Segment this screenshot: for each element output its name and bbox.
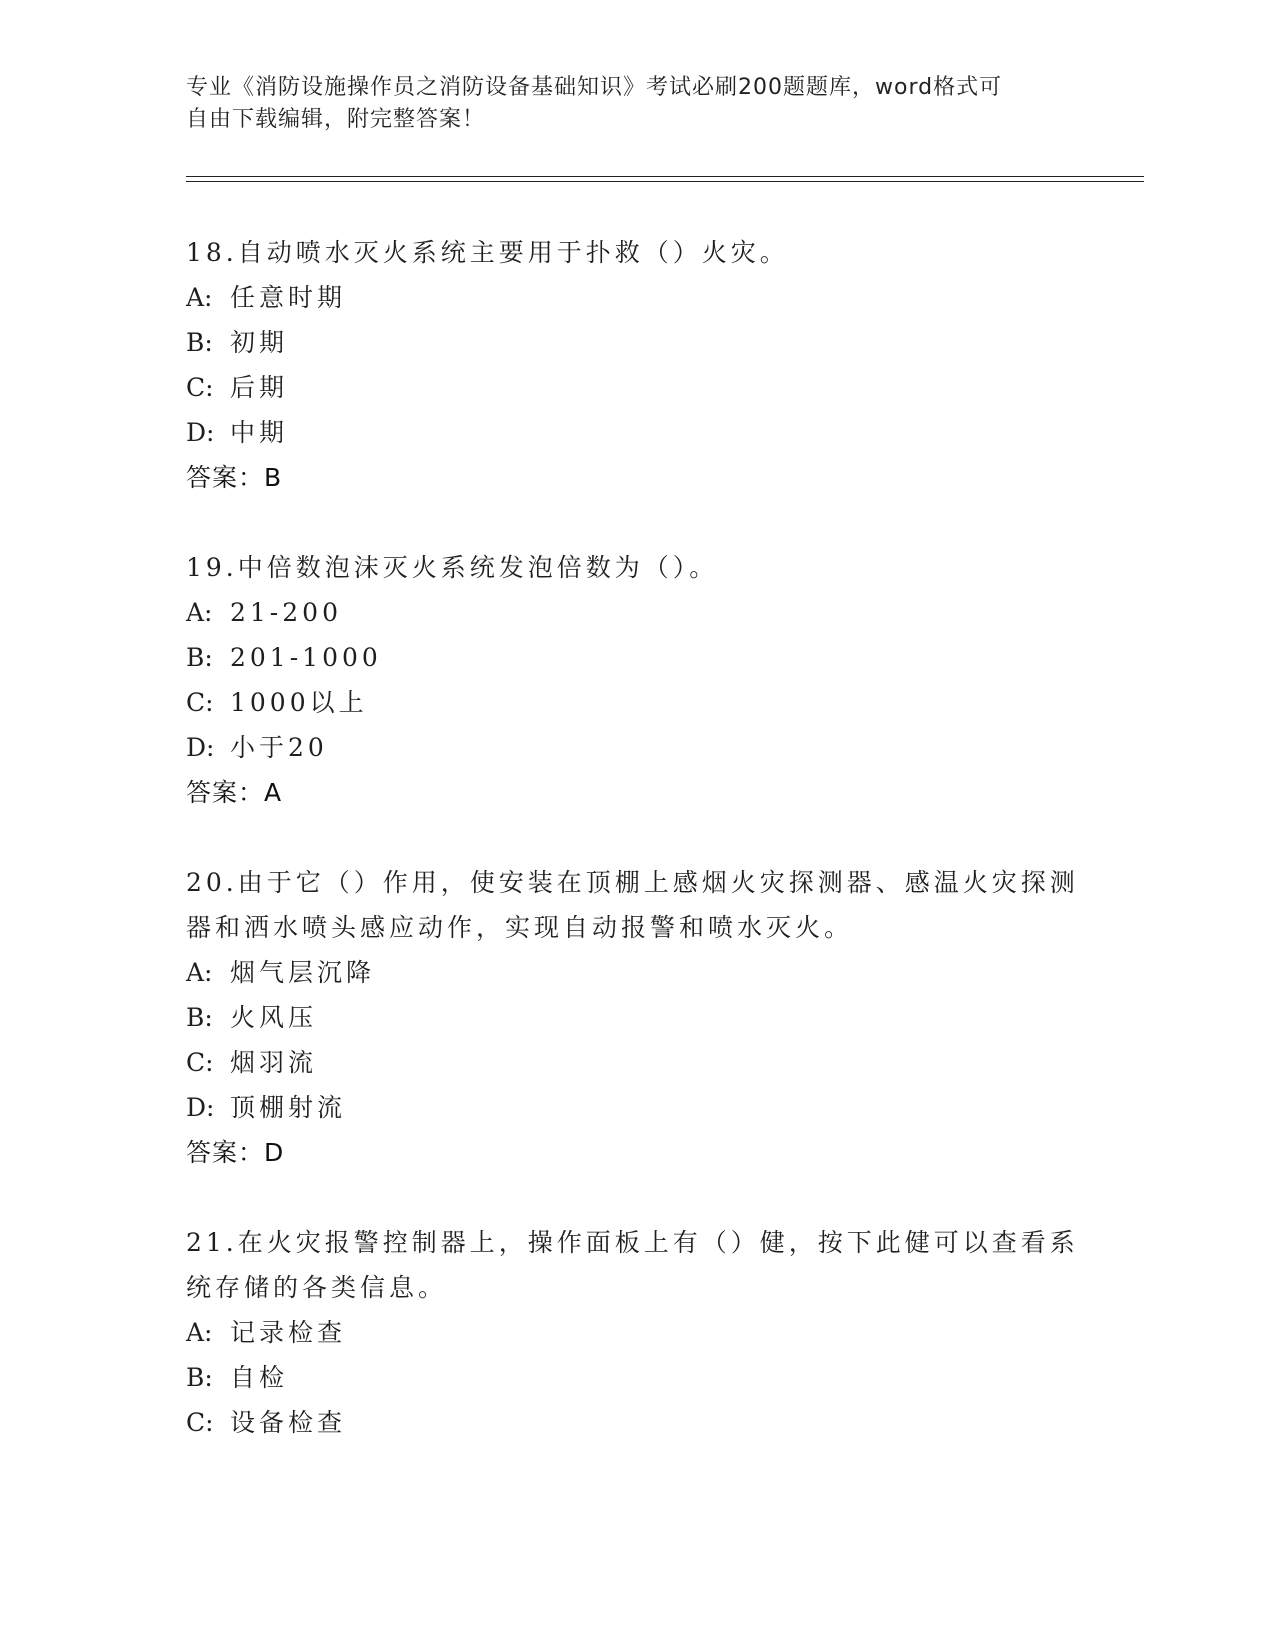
- option-c: [186, 365, 1086, 410]
- option-label: D:: [186, 1093, 215, 1122]
- option-c: [186, 1040, 1086, 1085]
- document-header: [186, 72, 1066, 136]
- option-text: 顶棚射流: [230, 1093, 347, 1122]
- option-d: [186, 725, 1086, 770]
- option-label: C:: [186, 1408, 214, 1437]
- option-label: A:: [186, 598, 213, 627]
- question-text: 19.中倍数泡沫灭火系统发泡倍数为（）。: [186, 553, 719, 582]
- answer: 答案：D: [186, 1138, 285, 1167]
- question-18: [186, 230, 1086, 500]
- question-text-line-1: 20.由于它（）作用，使安装在顶棚上感烟火灾探测器、感温火灾探测: [186, 868, 1079, 897]
- header-divider-bottom: [186, 181, 1144, 182]
- option-text: 后期: [230, 373, 289, 402]
- option-b: [186, 995, 1086, 1040]
- answer: 答案：A: [186, 778, 283, 807]
- question-19: [186, 545, 1086, 815]
- question-text-line-2: 器和洒水喷头感应动作，实现自动报警和喷水灭火。: [186, 913, 854, 942]
- option-label: B:: [186, 1363, 213, 1392]
- option-d: [186, 410, 1086, 455]
- option-label: B:: [186, 1003, 213, 1032]
- header-line-2: 自由下载编辑，附完整答案！: [186, 107, 486, 132]
- option-b: [186, 320, 1086, 365]
- option-b: [186, 635, 1086, 680]
- header-line-1: 专业《消防设施操作员之消防设备基础知识》考试必刷200题题库，word格式可: [186, 75, 1003, 100]
- option-label: D:: [186, 733, 215, 762]
- option-label: B:: [186, 328, 213, 357]
- option-text: 烟羽流: [230, 1048, 318, 1077]
- option-label: C:: [186, 688, 214, 717]
- option-a: [186, 590, 1086, 635]
- option-a: [186, 950, 1086, 995]
- option-text: 201-1000: [230, 643, 382, 672]
- answer: 答案：B: [186, 463, 283, 492]
- question-text-line-1: 21.在火灾报警控制器上，操作面板上有（）健，按下此健可以查看系: [186, 1228, 1079, 1257]
- option-c: [186, 680, 1086, 725]
- option-b: [186, 1355, 1086, 1400]
- option-text: 小于20: [230, 733, 328, 762]
- option-label: C:: [186, 373, 214, 402]
- question-21: [186, 1220, 1086, 1445]
- option-label: A:: [186, 1318, 213, 1347]
- option-label: C:: [186, 1048, 214, 1077]
- option-text: 中期: [230, 418, 289, 447]
- question-text-line-2: 统存储的各类信息。: [186, 1273, 448, 1302]
- option-text: 火风压: [230, 1003, 318, 1032]
- option-a: [186, 275, 1086, 320]
- option-label: B:: [186, 643, 213, 672]
- question-text: 18.自动喷水灭火系统主要用于扑救（）火灾。: [186, 238, 789, 267]
- option-text: 任意时期: [230, 283, 347, 312]
- option-text: 初期: [230, 328, 289, 357]
- option-text: 烟气层沉降: [230, 958, 376, 987]
- option-label: A:: [186, 958, 213, 987]
- option-text: 自检: [230, 1363, 289, 1392]
- option-d: [186, 1085, 1086, 1130]
- option-a: [186, 1310, 1086, 1355]
- option-text: 记录检查: [230, 1318, 347, 1347]
- option-label: D:: [186, 418, 215, 447]
- option-text: 1000以上: [230, 688, 368, 717]
- option-label: A:: [186, 283, 213, 312]
- option-text: 设备检查: [230, 1408, 347, 1437]
- option-c: [186, 1400, 1086, 1445]
- header-divider-top: [186, 176, 1144, 177]
- question-20: [186, 860, 1086, 1175]
- option-text: 21-200: [230, 598, 342, 627]
